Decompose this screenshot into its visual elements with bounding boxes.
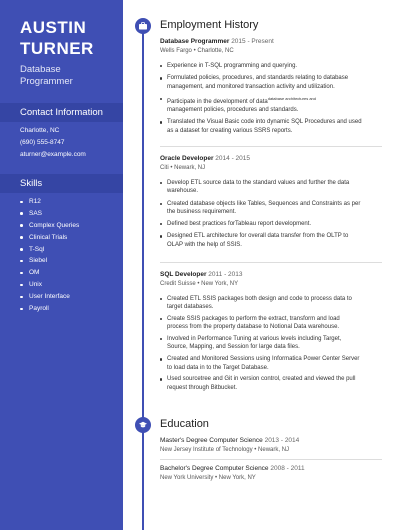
job-bullet [160,315,382,332]
job-bullet [160,232,382,249]
job-1-location: Charlotte, NC [197,48,234,54]
education-heading: Education [160,418,209,430]
briefcase-icon [135,18,151,34]
job-title [20,64,73,88]
job-bullet [160,179,382,196]
job-bullet [160,375,382,392]
candidate-name [20,17,94,59]
education-2-location: New York, NY [218,475,256,481]
employment-heading: Employment History [160,19,259,31]
skill-item: Siebel [20,257,79,269]
education-1-location: Newark, NJ [258,447,290,453]
education-2-degree: Bachelor's Degree Computer Science [160,465,269,472]
bullet-line: Designed ETL architecture for overall data transfer from the OLTP to [167,233,349,240]
bullet-line: warehouse. [167,188,199,195]
job-bullet [160,74,382,91]
education-1-school: New Jersey Institute of Technology [160,447,253,453]
bullet-line [167,95,382,106]
job-3-header [160,271,243,278]
job-title-line-2: Programmer [20,76,73,87]
graduation-cap-icon [135,417,151,433]
job-2-role: Oracle Developer [160,155,214,162]
skill-item: Complex Queries [20,222,79,234]
education-2-school: New York University [160,475,214,481]
job-bullet [160,200,382,217]
bullet-line: Created ETL SSIS packages both design and code to process data to [167,296,352,302]
bullet-line: Develop ETL source data to the standard values and further the data [167,180,350,186]
education-2-header [160,465,305,472]
contact-heading: Contact Information [0,103,123,122]
job-1-bullets [160,62,382,135]
job-3-company: Credit Suisse [160,281,196,287]
job-3-bullets [160,295,382,392]
education-2-meta: New York University • New York, NY [160,475,256,481]
bullet-line: as a dataset for creating various SSRS reports. [167,127,293,134]
education-1-dates: 2013 - 2014 [264,437,300,444]
job-2-dates: 2014 - 2015 [215,155,250,162]
skill-item: Clinical Trials [20,234,79,246]
job-bullet [160,220,382,228]
bullet-line: Defined best practices forTableau report development. [167,221,312,228]
bullet-line: management, and monitored transaction activity and utilization. [167,83,335,90]
skills-heading: Skills [0,174,123,193]
job-3-dates: 2011 - 2013 [208,271,243,278]
education-1-header [160,437,299,444]
job-1-dates: 2015 - Present [231,38,274,45]
job-title-line-1: Database [20,64,61,75]
bullet-line: Used sourcetree and Git in version control, created and viewed the pull [167,376,356,383]
timeline-line [142,26,144,530]
job-2-header [160,155,250,162]
bullet-line: management policies, procedures and standards. [167,107,299,114]
skill-item: Unix [20,281,79,293]
divider [160,262,382,263]
skill-item: R12 [20,198,79,210]
job-1-company: Wells Fargo [160,48,192,54]
bullet-line: Create SSIS packages to perform the extract, transform and load [167,316,340,323]
job-1-meta: Wells Fargo • Charlotte, NC [160,48,234,54]
bullet-line: Created and Monitored Sessions using Informatica Power Center Server [167,356,360,363]
bullet-line: request through Bitbucket. [167,384,238,391]
bullet-line: Source, Mapping, and Session for large data files. [167,344,300,351]
job-2-company: Citi [160,165,169,171]
job-2-bullets [160,179,382,249]
bullet-line: target databases. [167,304,214,311]
skill-item: User Interface [20,293,79,305]
job-1-header [160,38,274,45]
bullet-line: the business requirement. [167,208,237,215]
education-2-dates: 2008 - 2011 [270,465,305,472]
bullet-line: Created database objects like Tables, Sequences and Constraints as per [167,200,361,207]
job-1-role: Database Programmer [160,38,230,45]
bullet-line: Experience in T-SQL programming and querying. [167,63,298,69]
education-1-meta: New Jersey Institute of Technology • Newark, NJ [160,447,290,453]
bullet-text: Participate in the development of data [167,98,268,105]
bullet-line: Involved in Performance Tuning at various levels including Target, [167,336,342,343]
job-3-location: New York, NY [201,281,239,287]
job-2-meta: Citi • Newark, NJ [160,165,206,171]
skill-item: SAS [20,210,79,222]
job-bullet [160,118,382,135]
education-1-degree: Master's Degree Computer Science [160,437,263,444]
divider [160,146,382,147]
skill-item: T-Sql [20,246,79,258]
bullet-line: OLAP with the help of SSIS. [167,241,242,248]
contact-location: Charlotte, NC [20,127,60,134]
job-3-meta: Credit Suisse • New York, NY [160,281,239,287]
name-first: AUSTIN [20,18,87,37]
job-2-location: Newark, NJ [174,165,206,171]
bullet-line: Formulated policies, procedures, and standards relating to database [167,75,349,82]
job-bullet [160,335,382,352]
bullet-line: to load data in to the Target Database. [167,364,269,371]
sidebar [0,0,123,530]
job-bullet [160,62,382,70]
skills-list [20,198,79,317]
job-bullet [160,355,382,372]
divider [160,459,382,460]
bullet-line: process from the property database to Notional Data warehouse. [167,324,340,331]
name-last: TURNER [20,39,94,58]
contact-phone[interactable]: (690) 555-8747 [20,139,65,146]
job-3-role: SQL Developer [160,271,207,278]
bullet-line: Translated the Visual Basic code into dynamic SQL Procedures and used [167,119,362,126]
job-bullet [160,95,382,115]
skill-item: OM [20,269,79,281]
job-bullet [160,295,382,312]
contact-email[interactable]: aturner@example.com [20,151,86,158]
bullet-text: database architectures and [267,95,316,101]
skill-item: Payroll [20,305,79,317]
